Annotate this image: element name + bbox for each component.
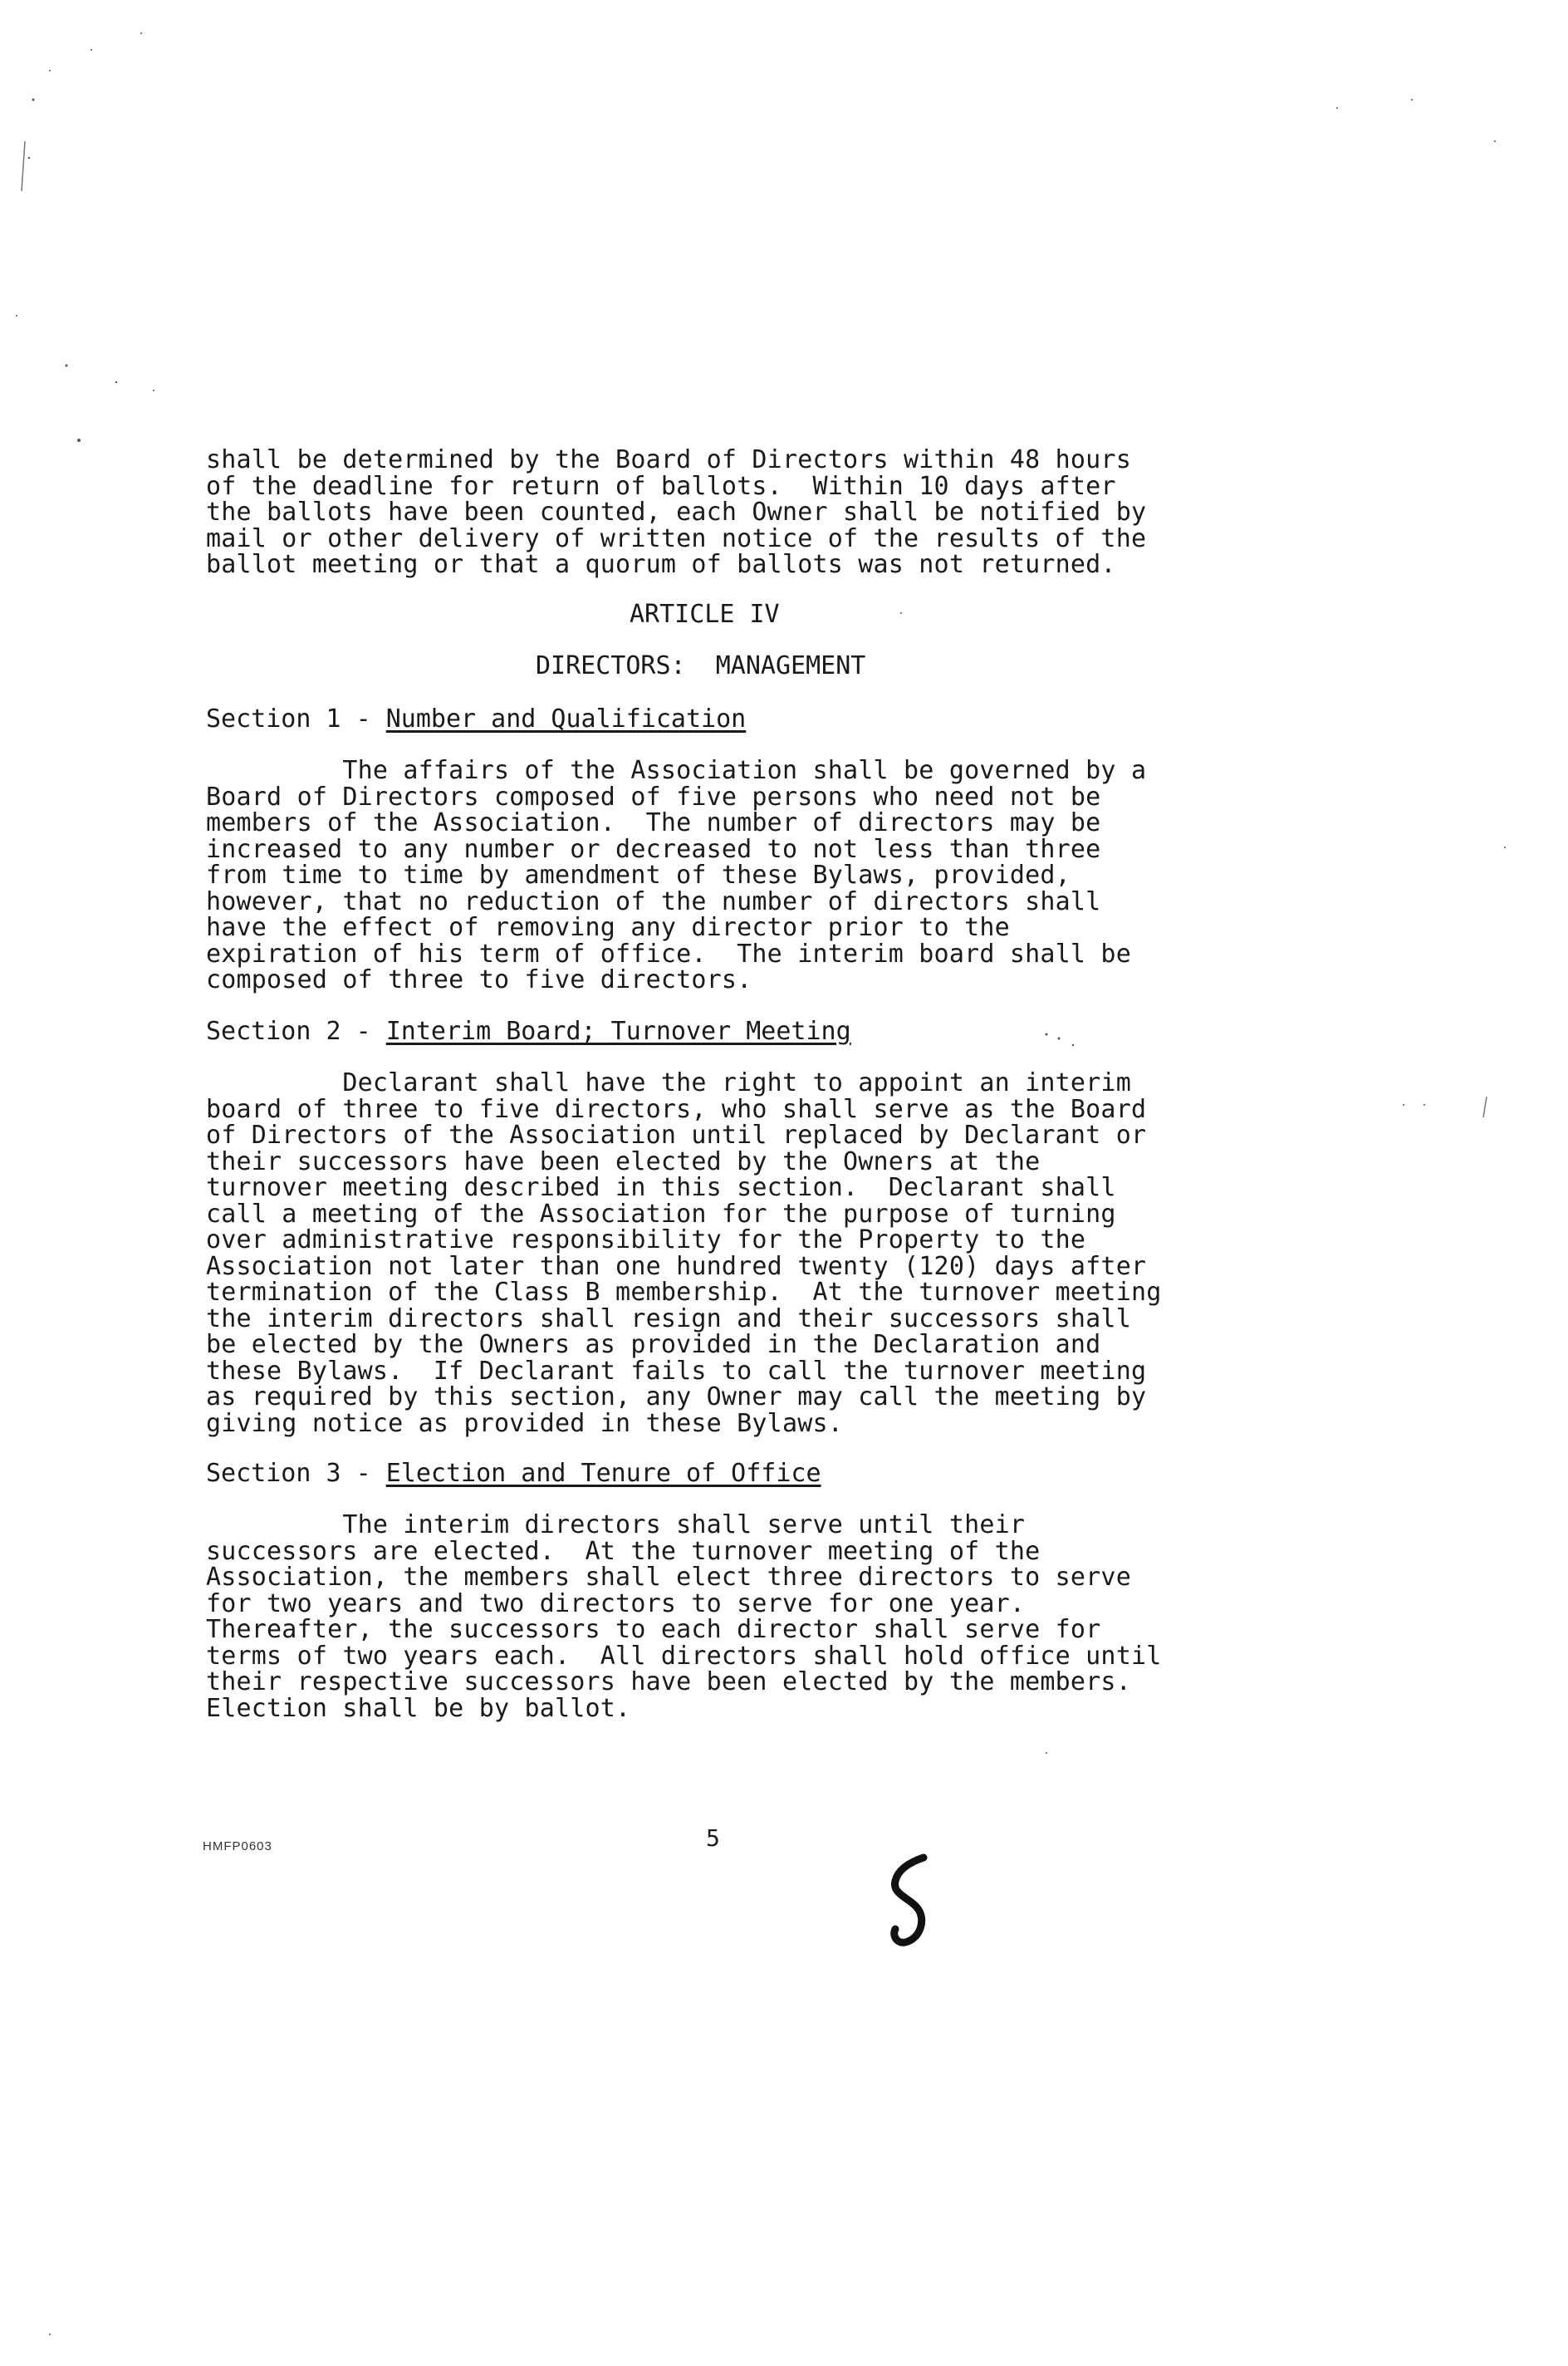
handwritten-page-mark [880, 1853, 938, 1952]
section-2-title: Interim Board; Turnover Meeting [385, 1017, 851, 1046]
section-1-body: The affairs of the Association shall be governed by a Board of Directors composed of five persons who need not be members of the Association. The number of directors may be increased to any number or decreased to not less than three from time to time by amendment of these Bylaws, provided, however, that no reduction of the number of directors shall have the effect of removing any director prior to the expiration of his term of office. The interim board shall be composed of three to five directors. [206, 756, 1147, 994]
section-3-label: Section 3 - [206, 1459, 386, 1488]
article-title: DIRECTORS: MANAGEMENT [536, 651, 866, 680]
footer-document-code: HMFP0603 [203, 1839, 272, 1853]
section-2-label: Section 2 - [206, 1017, 386, 1046]
section-1-title: Number and Qualification [385, 704, 747, 734]
section-3-heading [206, 1460, 821, 1487]
section-3-title: Election and Tenure of Office [385, 1459, 821, 1488]
article-number: ARTICLE IV [630, 600, 780, 629]
section-3-body: The interim directors shall serve until their successors are elected. At the turnover meeting of the Association, the members shall elect three directors to serve for two years and two directors to serve for one year. Thereafter, the successors to each director shall serve for terms of two years each. All directors shall hold office until their respective successors have been elected by the members. Election shall be by ballot. [206, 1510, 1162, 1723]
section-2-body: Declarant shall have the right to appoint an interim board of three to five directors, who shall serve as the Board of Directors of the Association until replaced by Declarant or their successors have been elected by the Owners at the turnover meeting described in this section. Declarant shall call a meeting of the Association for the purpose of turning over administrative responsibility for the Property to the Association not later than one hundred twenty (120) days after termination of the Class B membership. At the turnover meeting the interim directors shall resign and their successors shall be elected by the Owners as provided in the Declaration and these Bylaws. If Declarant fails to call the turnover meeting as required by this section, any Owner may call the meeting by giving notice as provided in these Bylaws. [206, 1068, 1162, 1438]
section-1-label: Section 1 - [206, 704, 386, 734]
section-2-heading [206, 1019, 851, 1045]
section-1-heading [206, 706, 746, 733]
intro-paragraph: shall be determined by the Board of Directors within 48 hours of the deadline for return of ballots. Within 10 days after the ballots have been counted, each Owner shall be notified by mail or other delivery of written notice of the results of the ballot meeting or that a quorum of ballots was not returned. [206, 445, 1147, 579]
page-number: 5 [706, 1824, 720, 1852]
